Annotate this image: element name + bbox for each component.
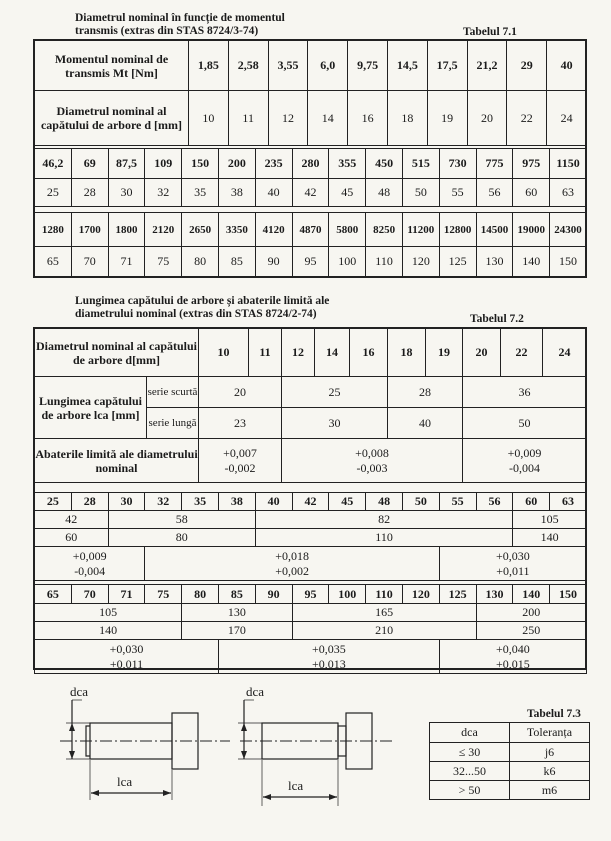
diameter-cell: 25	[35, 179, 72, 207]
t72-dev-upper: +0,009	[507, 445, 542, 460]
t72-diameter-cell: 28	[71, 493, 108, 511]
moment-cell: 5800	[329, 213, 366, 247]
t72-long-length: 250	[476, 622, 586, 640]
diameter-cell: 75	[145, 247, 182, 277]
diameter-cell: 35	[182, 179, 219, 207]
t72-long-length: 23	[199, 408, 282, 439]
diameter-header: Diametrul nominal al capătului de arbore d [mm]	[35, 91, 189, 146]
diameter-cell: 100	[329, 247, 366, 277]
t72-long-length: 170	[182, 622, 292, 640]
moment-cell: 730	[439, 149, 476, 179]
moment-cell: 3350	[218, 213, 255, 247]
diameter-cell: 95	[292, 247, 329, 277]
t72-dev-upper: +0,030	[495, 548, 530, 563]
t72-dev-upper: +0,035	[311, 641, 346, 656]
diameter-cell: 20	[467, 91, 507, 146]
t72-dev-lower: -0,002	[224, 460, 256, 475]
moment-cell: 21,2	[467, 41, 507, 91]
tol-header-tolerance: Toleranța	[510, 723, 590, 743]
t72-dev-lower: +0,013	[311, 656, 346, 671]
t72-diameter-cell: 48	[366, 493, 403, 511]
diameter-cell: 40	[255, 179, 292, 207]
moment-cell: 29	[507, 41, 547, 91]
t72-long-length: 80	[108, 529, 255, 547]
arrow-head-icon	[91, 790, 99, 796]
table71-title-line2: transmis (extras din STAS 8724/3-74)	[75, 25, 259, 37]
t72-diameter-cell: 70	[71, 585, 108, 604]
arrow-head-icon	[69, 723, 75, 731]
moment-cell: 235	[255, 149, 292, 179]
t72-diameter-cell: 85	[218, 585, 255, 604]
t72-diameter-cell: 30	[108, 493, 145, 511]
t72-diameter-cell: 18	[388, 329, 426, 377]
t72-diameter-cell: 90	[255, 585, 292, 604]
diameter-cell: 22	[507, 91, 547, 146]
lca-label: lca	[288, 778, 304, 793]
t72-short-length: 58	[108, 511, 255, 529]
diameter-cell: 80	[182, 247, 219, 277]
diameter-cell: 19	[427, 91, 467, 146]
t72-deviation-header: Abaterile limită ale diametrului nominal	[35, 439, 199, 483]
tol-value: j6	[510, 743, 590, 762]
table71-title-line1: Diametrul nominal în funcție de momentul	[75, 12, 285, 24]
arrow-head-icon	[329, 794, 337, 800]
moment-cell: 46,2	[35, 149, 72, 179]
diameter-cell: 14	[308, 91, 348, 146]
table72-title-line1: Lungimea capătului de arbore și abaterile limită ale	[75, 295, 330, 307]
tol-range: > 50	[430, 781, 510, 800]
t72-diameter-cell: 56	[476, 493, 513, 511]
moment-cell: 200	[218, 149, 255, 179]
t72-dev-lower: +0,015	[495, 656, 530, 671]
t72-diameter-cell: 24	[543, 329, 587, 377]
tol-value: m6	[510, 781, 590, 800]
diameter-cell: 38	[218, 179, 255, 207]
diameter-cell: 85	[218, 247, 255, 277]
t72-long-length: 210	[292, 622, 476, 640]
table72-title-line2: diametrului nominal (extras din STAS 8724/2-74)	[75, 308, 317, 320]
t72-diameter-cell: 125	[439, 585, 476, 604]
t72-diameter-header: Diametrul nominal al capătului de arbore d[mm]	[35, 329, 199, 377]
t72-long-series-label: serie lungă	[147, 408, 199, 439]
diameter-cell: 45	[329, 179, 366, 207]
t72-dev-upper: +0,018	[275, 548, 309, 563]
t72-dev-upper: +0,009	[72, 548, 107, 563]
t72-dev-lower: +0,011	[496, 563, 530, 578]
t72-diameter-cell: 12	[282, 329, 315, 377]
dca-label: dca	[246, 684, 265, 699]
t72-diameter-cell: 75	[145, 585, 182, 604]
diameter-cell: 56	[476, 179, 513, 207]
t72-short-length: 20	[199, 377, 282, 408]
shaft-end-grooved-figure	[238, 700, 395, 806]
t72-short-length: 130	[182, 604, 292, 622]
t72-diameter-cell: 50	[402, 493, 439, 511]
moment-cell: 2,58	[228, 41, 268, 91]
moment-cell: 355	[329, 149, 366, 179]
t72-dev-lower: -0,003	[356, 460, 388, 475]
diameter-cell: 150	[550, 247, 587, 277]
t72-long-length: 140	[35, 622, 182, 640]
diameter-cell: 28	[71, 179, 108, 207]
moment-cell: 150	[182, 149, 219, 179]
t72-diameter-cell: 20	[463, 329, 501, 377]
t72-dev-lower: +0,011	[109, 656, 144, 671]
diameter-cell: 71	[108, 247, 145, 277]
dca-label: dca	[70, 684, 89, 699]
arrow-head-icon	[241, 751, 247, 759]
t72-diameter-cell: 42	[292, 493, 329, 511]
moment-cell: 3,55	[268, 41, 308, 91]
moment-cell: 4870	[292, 213, 329, 247]
moment-cell: 6,0	[308, 41, 348, 91]
tol-range: 32...50	[430, 762, 510, 781]
t72-diameter-cell: 32	[145, 493, 182, 511]
t72-diameter-cell: 14	[315, 329, 350, 377]
t72-diameter-cell: 130	[476, 585, 513, 604]
t72-diameter-cell: 120	[402, 585, 439, 604]
moment-cell: 975	[513, 149, 550, 179]
diameter-cell: 70	[71, 247, 108, 277]
arrow-head-icon	[69, 751, 75, 759]
moment-cell: 8250	[366, 213, 403, 247]
t72-diameter-cell: 80	[182, 585, 219, 604]
moment-cell: 9,75	[348, 41, 388, 91]
t72-diameter-cell: 45	[329, 493, 366, 511]
diameter-cell: 110	[366, 247, 403, 277]
t72-short-length: 200	[476, 604, 586, 622]
t72-diameter-cell: 19	[426, 329, 463, 377]
moment-cell: 40	[547, 41, 587, 91]
diameter-cell: 140	[513, 247, 550, 277]
diameter-cell: 48	[366, 179, 403, 207]
t72-dev-lower: -0,004	[74, 563, 106, 578]
t72-dev-lower: -0,004	[509, 460, 541, 475]
tol-value: k6	[510, 762, 590, 781]
moment-cell: 11200	[402, 213, 439, 247]
table73	[429, 722, 590, 800]
t72-long-length: 110	[255, 529, 513, 547]
t72-short-length: 25	[282, 377, 388, 408]
t72-length-header: Lungimea capătului de arbore lca [mm]	[35, 377, 147, 439]
t72-diameter-cell: 60	[513, 493, 550, 511]
table73-label: Tabelul 7.3	[527, 708, 581, 720]
diameter-cell: 12	[268, 91, 308, 146]
diameter-cell: 42	[292, 179, 329, 207]
t72-diameter-cell: 38	[218, 493, 255, 511]
moment-cell: 4120	[255, 213, 292, 247]
moment-cell: 1800	[108, 213, 145, 247]
t72-long-length: 30	[282, 408, 388, 439]
moment-cell: 1700	[71, 213, 108, 247]
moment-cell: 1150	[550, 149, 587, 179]
t72-short-series-label: serie scurtă	[147, 377, 199, 408]
t72-diameter-cell: 22	[501, 329, 543, 377]
moment-cell: 1,85	[189, 41, 229, 91]
moment-cell: 14500	[476, 213, 513, 247]
t72-dev-upper: +0,008	[355, 445, 389, 460]
lca-label: lca	[117, 774, 133, 789]
t72-long-length: 50	[463, 408, 587, 439]
t72-diameter-cell: 35	[182, 493, 219, 511]
moment-cell: 775	[476, 149, 513, 179]
t72-diameter-cell: 63	[550, 493, 587, 511]
moment-cell: 14,5	[387, 41, 427, 91]
t72-diameter-cell: 140	[513, 585, 550, 604]
t72-dev-lower: +0,002	[275, 563, 309, 578]
moment-cell: 19000	[513, 213, 550, 247]
diameter-cell: 10	[189, 91, 229, 146]
diameter-cell: 55	[439, 179, 476, 207]
t72-short-length: 36	[463, 377, 587, 408]
moment-cell: 2650	[182, 213, 219, 247]
t72-short-length: 28	[388, 377, 463, 408]
diameter-cell: 63	[550, 179, 587, 207]
t72-diameter-cell: 71	[108, 585, 145, 604]
diameter-cell: 32	[145, 179, 182, 207]
diameter-cell: 125	[439, 247, 476, 277]
t72-long-length: 60	[35, 529, 109, 547]
t72-diameter-cell: 55	[439, 493, 476, 511]
t72-diameter-cell: 95	[292, 585, 329, 604]
arrow-head-icon	[163, 790, 171, 796]
t72-dev-upper: +0,007	[223, 445, 257, 460]
t72-long-length: 140	[513, 529, 587, 547]
moment-cell: 87,5	[108, 149, 145, 179]
arrow-head-icon	[263, 794, 271, 800]
t72-diameter-cell: 11	[249, 329, 282, 377]
moment-cell: 280	[292, 149, 329, 179]
diameter-cell: 16	[348, 91, 388, 146]
t72-diameter-cell: 10	[199, 329, 249, 377]
t72-diameter-cell: 16	[350, 329, 388, 377]
t72-short-length: 105	[513, 511, 587, 529]
moment-cell: 17,5	[427, 41, 467, 91]
t72-long-length: 40	[388, 408, 463, 439]
table71-label: Tabelul 7.1	[463, 26, 517, 38]
t72-diameter-cell: 65	[35, 585, 72, 604]
diameter-cell: 130	[476, 247, 513, 277]
diameter-cell: 24	[547, 91, 587, 146]
moment-cell: 69	[71, 149, 108, 179]
t72-diameter-cell: 25	[35, 493, 72, 511]
t72-short-length: 82	[255, 511, 513, 529]
moment-cell: 24300	[550, 213, 587, 247]
t72-diameter-cell: 40	[255, 493, 292, 511]
tol-range: ≤ 30	[430, 743, 510, 762]
t72-short-length: 105	[35, 604, 182, 622]
diameter-cell: 65	[35, 247, 72, 277]
moment-cell: 515	[402, 149, 439, 179]
diameter-cell: 90	[255, 247, 292, 277]
t72-dev-upper: +0,030	[109, 641, 144, 656]
table72-label: Tabelul 7.2	[470, 313, 524, 325]
arrow-head-icon	[241, 723, 247, 731]
moment-cell: 1280	[35, 213, 72, 247]
t72-dev-upper: +0,040	[495, 641, 530, 656]
t72-diameter-cell: 110	[366, 585, 403, 604]
diameter-cell: 18	[387, 91, 427, 146]
t72-diameter-cell: 150	[550, 585, 587, 604]
t72-diameter-cell: 100	[329, 585, 366, 604]
diameter-cell: 11	[228, 91, 268, 146]
moment-cell: 109	[145, 149, 182, 179]
tol-header-dca: dca	[430, 723, 510, 743]
t72-short-length: 165	[292, 604, 476, 622]
t72-short-length: 42	[35, 511, 109, 529]
diameter-cell: 50	[402, 179, 439, 207]
diameter-cell: 60	[513, 179, 550, 207]
moment-header: Momentul nominal de transmis Mt [Nm]	[35, 41, 189, 91]
moment-cell: 12800	[439, 213, 476, 247]
shaft-end-cylindrical-figure	[60, 700, 230, 800]
moment-cell: 2120	[145, 213, 182, 247]
moment-cell: 450	[366, 149, 403, 179]
diameter-cell: 30	[108, 179, 145, 207]
diameter-cell: 120	[402, 247, 439, 277]
